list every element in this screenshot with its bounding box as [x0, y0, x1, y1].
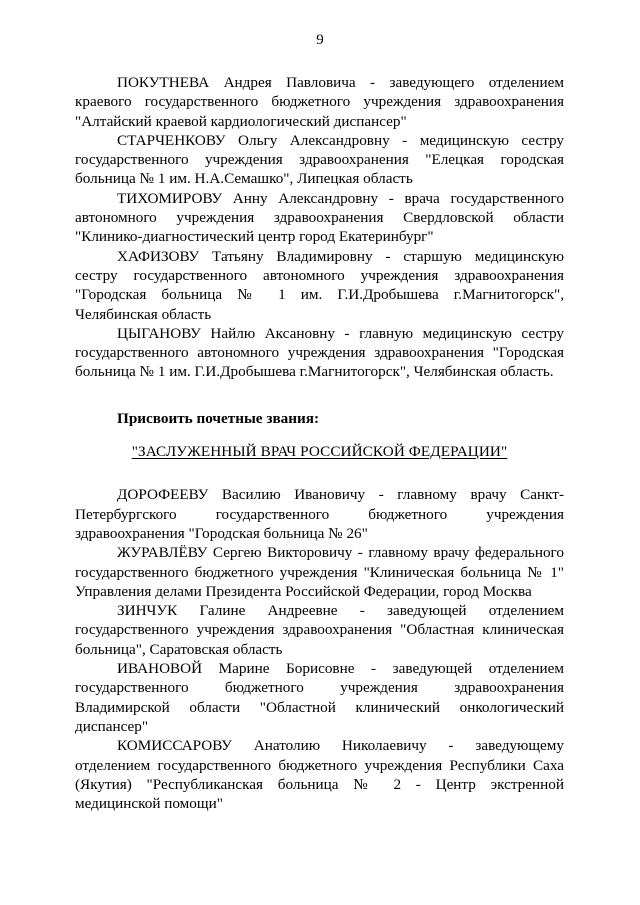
award-list-honored-doctor — [75, 485, 564, 813]
award-paragraph: ТИХОМИРОВУ Анну Александровну - врача государственного автономного учреждения здравоохранения Свердловской области "Клинико-диагностический центр город Екатеринбург" — [75, 189, 564, 246]
award-paragraph: ХАФИЗОВУ Татьяну Владимировну - старшую медицинскую сестру государственного автономного учреждения здравоохранения "Городская больница № 1 им. Г.И.Дробышева г.Магнитогорск", Челябинская область — [75, 247, 564, 323]
award-paragraph: ПОКУТНЕВА Андрея Павловича - заведующего отделением краевого государственного бюджетного учреждения здравоохранения "Алтайский краевой кардиологический диспансер" — [75, 74, 564, 130]
honorary-title: "ЗАСЛУЖЕННЫЙ ВРАЧ РОССИЙСКОЙ ФЕДЕРАЦИИ" — [131, 443, 508, 461]
page-number: 9 — [316, 32, 324, 48]
award-paragraph: СТАРЧЕНКОВУ Ольгу Александровну - медицинскую сестру государственного учреждения здравоохранения "Елецкая городская больница № 1 им. Н.А.Семашко", Липецкая область — [75, 131, 564, 188]
award-paragraph: ИВАНОВОЙ Марине Борисовне - заведующей отделением государственного бюджетного учреждения здравоохранения Владимирской области "Областной клинический онкологический диспансер" — [75, 660, 564, 735]
award-paragraph: ЗИНЧУК Галине Андреевне - заведующей отделением государственного учреждения здравоохранения "Областная клиническая больница", Саратовская область — [75, 602, 564, 658]
award-paragraph: ЖУРАВЛЁВУ Сергею Викторовичу - главному врачу федерального государственного бюджетного учреждения "Клиническая больница № 1" Управления делами Президента Российской Федерации, город Москва — [75, 544, 564, 600]
award-paragraph: КОМИССАРОВУ Анатолию Николаевичу - заведующему отделением государственного бюджетного учреждения Республики Саха (Якутия) "Республиканская больница № 2 - Центр экстренной медицинской помощи" — [75, 737, 564, 813]
section-heading: Присвоить почетные звания: — [117, 409, 320, 427]
award-paragraph: ДОРОФЕЕВУ Василию Ивановичу - главному врачу Санкт-Петербургского государственного бюджетного учреждения здравоохранения "Городская больница № 26" — [75, 486, 564, 542]
award-paragraph: ЦЫГАНОВУ Найлю Аксановну - главную медицинскую сестру государственного автономного учреждения здравоохранения "Городская больница № 1 им. Г.И.Дробышева г.Магнитогорск", Челябинская область. — [75, 324, 564, 381]
document-body — [75, 73, 564, 813]
award-list-previous — [75, 73, 564, 382]
